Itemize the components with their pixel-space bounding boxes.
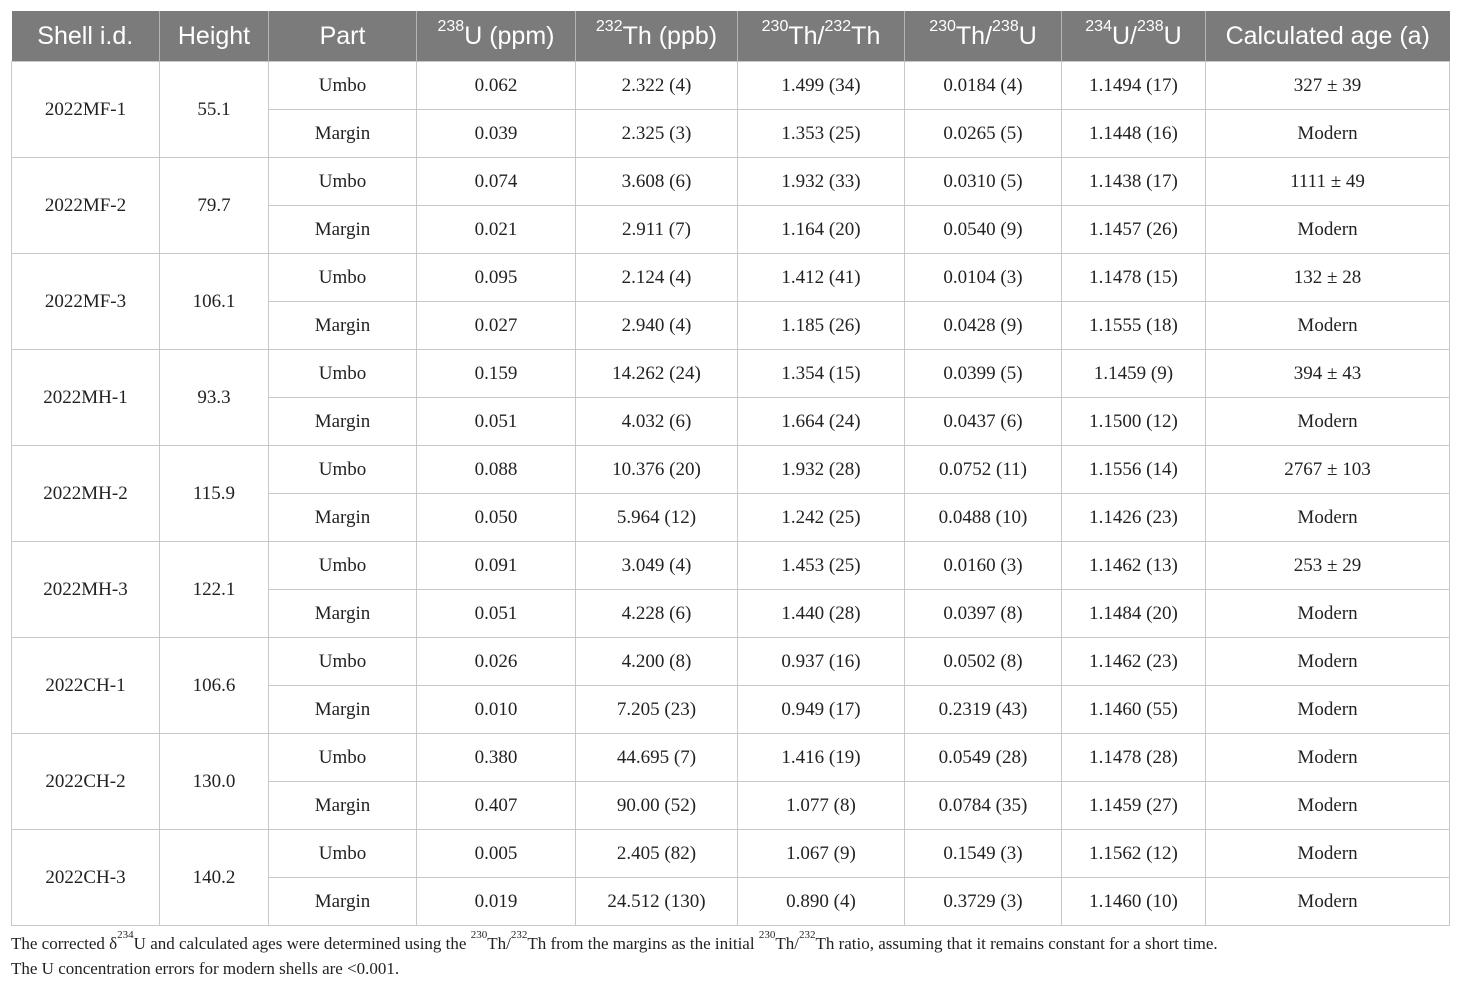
th230-u238-cell: 0.1549 (3) [905,830,1062,878]
part-cell: Umbo [269,638,417,686]
th230-u238-cell: 0.0104 (3) [905,254,1062,302]
th232-cell: 24.512 (130) [576,878,738,926]
th230-u238-cell: 0.0549 (28) [905,734,1062,782]
th230-th232-cell: 1.077 (8) [738,782,905,830]
header-u238-text: U (ppm) [464,21,555,50]
table-row [12,542,1450,590]
th230-th232-cell: 0.949 (17) [738,686,905,734]
th230-u238-cell: 0.0184 (4) [905,62,1062,110]
th230-th232-cell: 1.932 (33) [738,158,905,206]
calculated-age-cell: Modern [1206,494,1450,542]
calculated-age-cell: Modern [1206,110,1450,158]
u234-u238-cell: 1.1484 (20) [1062,590,1206,638]
th230-th232-cell: 1.242 (25) [738,494,905,542]
u238-cell: 0.407 [417,782,576,830]
part-cell: Umbo [269,734,417,782]
th230-u238-cell: 0.0752 (11) [905,446,1062,494]
header-th232 [576,11,738,62]
th230-th232-cell: 1.932 (28) [738,446,905,494]
u234-u238-cell: 1.1438 (17) [1062,158,1206,206]
th232-cell: 2.911 (7) [576,206,738,254]
footnote-sup: 232 [510,929,528,941]
u238-cell: 0.026 [417,638,576,686]
u-th-dating-table [11,11,1450,926]
shell-id-cell: 2022MF-2 [12,158,160,254]
header-u234-u238-t2: U [1163,21,1182,50]
header-u234-u238-sup1: 234 [1085,17,1112,35]
header-u238-sup: 238 [437,17,465,35]
part-cell: Margin [269,302,417,350]
table-row [12,158,1450,206]
th230-th232-cell: 1.664 (24) [738,398,905,446]
header-th230-th232-t2: Th [851,21,881,50]
th230-u238-cell: 0.0399 (5) [905,350,1062,398]
header-u238 [417,11,576,62]
part-cell: Margin [269,494,417,542]
header-u234-u238-sup2: 238 [1136,17,1164,35]
th232-cell: 3.049 (4) [576,542,738,590]
shell-id-cell: 2022CH-3 [12,830,160,926]
part-cell: Margin [269,206,417,254]
th232-cell: 2.325 (3) [576,110,738,158]
header-th230-u238-t1: Th/ [955,21,993,50]
u234-u238-cell: 1.1562 (12) [1062,830,1206,878]
calculated-age-cell: 394 ± 43 [1206,350,1450,398]
header-calculated-age: Calculated age (a) [1206,11,1450,62]
footnote-text: Th/ [487,934,511,953]
header-part: Part [269,11,417,62]
footnote-text: Th from the margins as the initial [527,934,759,953]
u238-cell: 0.019 [417,878,576,926]
calculated-age-cell: 253 ± 29 [1206,542,1450,590]
u238-cell: 0.091 [417,542,576,590]
th232-cell: 90.00 (52) [576,782,738,830]
header-th230-th232-sup1: 230 [761,17,789,35]
u238-cell: 0.039 [417,110,576,158]
th232-cell: 4.032 (6) [576,398,738,446]
header-shell-id: Shell i.d. [12,11,160,62]
u234-u238-cell: 1.1460 (10) [1062,878,1206,926]
footnote-sup: 230 [470,929,488,941]
part-cell: Margin [269,590,417,638]
header-th230-u238-sup2: 238 [992,17,1019,35]
calculated-age-cell: Modern [1206,878,1450,926]
part-cell: Umbo [269,62,417,110]
th230-th232-cell: 1.067 (9) [738,830,905,878]
u234-u238-cell: 1.1556 (14) [1062,446,1206,494]
footnote-line-1 [11,931,1451,956]
calculated-age-cell: Modern [1206,302,1450,350]
u238-cell: 0.050 [417,494,576,542]
part-cell: Umbo [269,830,417,878]
part-cell: Umbo [269,254,417,302]
u238-cell: 0.005 [417,830,576,878]
table-row [12,734,1450,782]
th230-th232-cell: 0.890 (4) [738,878,905,926]
header-row [12,11,1450,62]
part-cell: Margin [269,686,417,734]
calculated-age-cell: 132 ± 28 [1206,254,1450,302]
part-cell: Umbo [269,542,417,590]
height-cell: 115.9 [160,446,269,542]
th230-u238-cell: 0.2319 (43) [905,686,1062,734]
table-row [12,254,1450,302]
part-cell: Umbo [269,350,417,398]
calculated-age-cell: Modern [1206,782,1450,830]
table-row [12,638,1450,686]
calculated-age-cell: Modern [1206,206,1450,254]
th232-cell: 4.228 (6) [576,590,738,638]
shell-id-cell: 2022CH-2 [12,734,160,830]
u238-cell: 0.027 [417,302,576,350]
calculated-age-cell: 1111 ± 49 [1206,158,1450,206]
calculated-age-cell: Modern [1206,734,1450,782]
part-cell: Margin [269,398,417,446]
header-th230-th232 [738,11,905,62]
th232-cell: 4.200 (8) [576,638,738,686]
u238-cell: 0.010 [417,686,576,734]
height-cell: 106.1 [160,254,269,350]
th230-u238-cell: 0.0488 (10) [905,494,1062,542]
u234-u238-cell: 1.1478 (28) [1062,734,1206,782]
th232-cell: 10.376 (20) [576,446,738,494]
u234-u238-cell: 1.1478 (15) [1062,254,1206,302]
footnote-line-2: The U concentration errors for modern shells are <0.001. [11,959,400,978]
header-th230-u238 [905,11,1062,62]
th230-u238-cell: 0.0437 (6) [905,398,1062,446]
u234-u238-cell: 1.1462 (13) [1062,542,1206,590]
th232-cell: 5.964 (12) [576,494,738,542]
footnote-text: U and calculated ages were determined using the [133,934,471,953]
th230-th232-cell: 1.440 (28) [738,590,905,638]
th230-th232-cell: 1.453 (25) [738,542,905,590]
table-body [12,62,1450,926]
th230-u238-cell: 0.0160 (3) [905,542,1062,590]
u238-cell: 0.051 [417,590,576,638]
part-cell: Umbo [269,446,417,494]
th230-th232-cell: 1.353 (25) [738,110,905,158]
footnote-text: The corrected δ [11,934,118,953]
header-height: Height [160,11,269,62]
shell-id-cell: 2022MH-3 [12,542,160,638]
th230-u238-cell: 0.0265 (5) [905,110,1062,158]
u238-cell: 0.062 [417,62,576,110]
u238-cell: 0.088 [417,446,576,494]
header-th230-u238-t2: U [1018,21,1037,50]
part-cell: Margin [269,110,417,158]
u234-u238-cell: 1.1462 (23) [1062,638,1206,686]
table-row [12,62,1450,110]
height-cell: 130.0 [160,734,269,830]
th232-cell: 44.695 (7) [576,734,738,782]
th230-th232-cell: 1.354 (15) [738,350,905,398]
height-cell: 106.6 [160,638,269,734]
part-cell: Margin [269,878,417,926]
shell-id-cell: 2022CH-1 [12,638,160,734]
u234-u238-cell: 1.1459 (27) [1062,782,1206,830]
shell-id-cell: 2022MH-1 [12,350,160,446]
calculated-age-cell: Modern [1206,638,1450,686]
th230-u238-cell: 0.0310 (5) [905,158,1062,206]
calculated-age-cell: Modern [1206,590,1450,638]
u234-u238-cell: 1.1426 (23) [1062,494,1206,542]
th230-u238-cell: 0.0784 (35) [905,782,1062,830]
shell-id-cell: 2022MH-2 [12,446,160,542]
table-header [12,11,1450,62]
table-footnote [11,931,1451,981]
header-th230-u238-sup1: 230 [929,17,956,35]
th232-cell: 14.262 (24) [576,350,738,398]
u238-cell: 0.095 [417,254,576,302]
footnote-sup: 230 [758,929,776,941]
table-row [12,830,1450,878]
u234-u238-cell: 1.1457 (26) [1062,206,1206,254]
th232-cell: 7.205 (23) [576,686,738,734]
header-th230-th232-sup2: 232 [824,17,852,35]
th232-cell: 2.124 (4) [576,254,738,302]
th230-th232-cell: 0.937 (16) [738,638,905,686]
u234-u238-cell: 1.1448 (16) [1062,110,1206,158]
height-cell: 55.1 [160,62,269,158]
header-th230-th232-t1: Th/ [788,21,825,50]
calculated-age-cell: Modern [1206,398,1450,446]
u234-u238-cell: 1.1500 (12) [1062,398,1206,446]
th230-u238-cell: 0.3729 (3) [905,878,1062,926]
calculated-age-cell: Modern [1206,830,1450,878]
shell-id-cell: 2022MF-1 [12,62,160,158]
u234-u238-cell: 1.1460 (55) [1062,686,1206,734]
th232-cell: 2.405 (82) [576,830,738,878]
th230-th232-cell: 1.185 (26) [738,302,905,350]
part-cell: Umbo [269,158,417,206]
table-row [12,446,1450,494]
footnote-text: Th ratio, assuming that it remains constant for a short time. [815,934,1218,953]
u234-u238-cell: 1.1494 (17) [1062,62,1206,110]
u238-cell: 0.021 [417,206,576,254]
th232-cell: 2.322 (4) [576,62,738,110]
th232-cell: 3.608 (6) [576,158,738,206]
height-cell: 140.2 [160,830,269,926]
footnote-sup: 234 [117,929,134,941]
part-cell: Margin [269,782,417,830]
calculated-age-cell: 2767 ± 103 [1206,446,1450,494]
u234-u238-cell: 1.1555 (18) [1062,302,1206,350]
height-cell: 122.1 [160,542,269,638]
header-u234-u238 [1062,11,1206,62]
height-cell: 79.7 [160,158,269,254]
th230-th232-cell: 1.164 (20) [738,206,905,254]
th230-u238-cell: 0.0428 (9) [905,302,1062,350]
calculated-age-cell: 327 ± 39 [1206,62,1450,110]
table-row [12,350,1450,398]
u238-cell: 0.159 [417,350,576,398]
u234-u238-cell: 1.1459 (9) [1062,350,1206,398]
footnote-text: Th/ [775,934,799,953]
header-th232-sup: 232 [595,17,623,35]
height-cell: 93.3 [160,350,269,446]
th230-th232-cell: 1.416 (19) [738,734,905,782]
th230-u238-cell: 0.0540 (9) [905,206,1062,254]
th232-cell: 2.940 (4) [576,302,738,350]
data-table-container [11,11,1449,926]
th230-u238-cell: 0.0502 (8) [905,638,1062,686]
header-th232-text: Th (ppb) [622,21,718,50]
u238-cell: 0.380 [417,734,576,782]
footnote-sup: 232 [798,929,816,941]
u238-cell: 0.051 [417,398,576,446]
u238-cell: 0.074 [417,158,576,206]
calculated-age-cell: Modern [1206,686,1450,734]
th230-u238-cell: 0.0397 (8) [905,590,1062,638]
th230-th232-cell: 1.499 (34) [738,62,905,110]
shell-id-cell: 2022MF-3 [12,254,160,350]
header-u234-u238-t1: U/ [1111,21,1137,50]
th230-th232-cell: 1.412 (41) [738,254,905,302]
